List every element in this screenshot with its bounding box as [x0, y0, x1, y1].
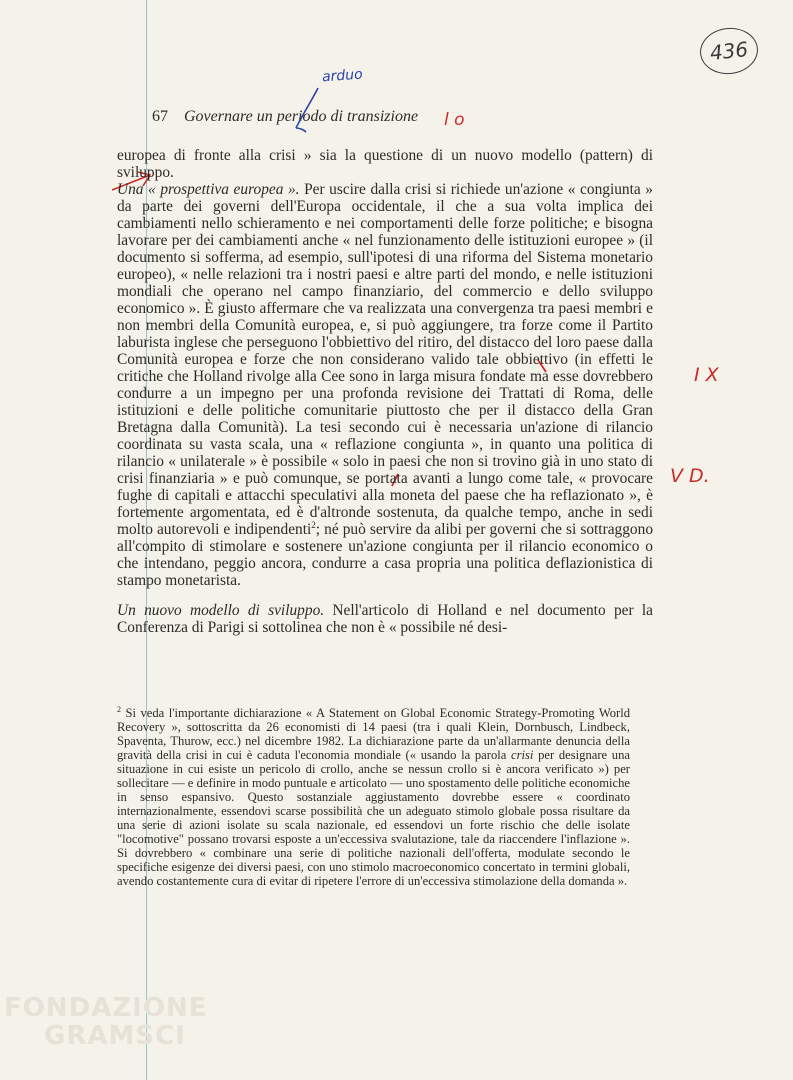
watermark-line-1: FONDAZIONE: [4, 993, 208, 1023]
footnote-emphasis: crisi: [511, 748, 534, 762]
paragraph-3: [117, 602, 653, 636]
page-number: 67: [152, 108, 168, 125]
footnote-text-b: per designare una situazione in cui esiste un pericolo di crollo, anche se nessun crollo si è ancora verificato ») per sollecitare — e definire in modo puntuale e articolato — uno spostamento delle politiche economiche in senso espansivo. Questo sostanziale aggiustamento dovrebbe essere « coordinato internazionalmente, essendovi scarse possibilità che un adeguato stimolo globale possa risultare da una serie di azioni isolate su scala nazionale, ed essendovi un forte rischio che delle isolate "locomotive" possano trovarsi esposte a un'eccessiva svalutazione, tale da riaccendere l'inflazione ». Si dovrebbero « combinare una serie di politiche nazionali dell'offerta, modulate secondo le specifiche esigenze dei diversi paesi, con uno stimolo macroeconomico concertato in termini globali, avendo costantemente cura di evitar di ripetere l'errore di un'eccessiva stimolazione della domanda ».: [117, 748, 630, 888]
paragraph-3-text: Nell'articolo di Holland e nel documento per la Conferenza di Parigi si sottolinea che non è « possibile né desi-: [117, 602, 653, 636]
paragraph-2: [117, 181, 653, 589]
archive-page-number: 436: [698, 25, 760, 77]
handwritten-insert-word: arduo: [321, 66, 364, 86]
footnote: [117, 706, 630, 888]
blue-insert-caret: [296, 88, 318, 132]
paragraph-2-tail: ; né può servire da alibi per governi che si sottraggono all'compito di stimolare e sostenere un'azione congiunta per il rilancio economico o che intendano, peggio ancora, condurre a casa propria una politica deflazionistica di stampo monetarista.: [117, 521, 654, 589]
watermark-line-2: GRAMSCI: [44, 1021, 186, 1051]
section-heading-modello: Un nuovo modello di sviluppo.: [117, 602, 325, 619]
section-heading-prospettiva: Una « prospettiva europea ».: [117, 181, 300, 198]
footnote-marker: 2: [117, 704, 121, 714]
page-title: Governare un periodo di transizione: [184, 108, 419, 125]
footnote-ref: 2: [311, 519, 316, 530]
red-margin-note-vd: V D.: [670, 465, 710, 487]
body-text: [117, 147, 653, 636]
red-margin-note-lo: l o: [444, 110, 465, 130]
red-margin-note-ix: I X: [694, 364, 719, 386]
footnote-text-a: Si veda l'importante dichiarazione « A Statement on Global Economic Strategy-Promoting World Recovery », sottoscritta da 26 economisti di 14 paesi (tra i quali Klein, Dornbusch, Lindbeck, Spaventa, Thurow, ecc.) nel dicembre 1982. La dichiarazione parte da un'allarmante denuncia della gravità della crisi in cui è caduta l'economia mondiale (« usando la parola: [117, 706, 630, 762]
paragraph-2-text: Per uscire dalla crisi si richiede un'azione « congiunta » da parte dei governi dell'Europa occidentale, il che a sua volta implica dei cambiamenti nello schieramento e nei comportamenti delle forze politiche; e bisogna lavorare per dei cambiamenti anche « nel funzionamento delle istituzioni europee » (il documento si sofferma, ad esempio, sull'ipotesi di una riforma del Sistema monetario europeo), « nelle relazioni tra i nostri paesi e altre parti del mondo, e nelle istituzioni mondiali che operano nel campo finanziario, del commercio e dello sviluppo economico ». È giusto affermare che va realizzata una convergenza tra paesi membri e non membri della Comunità europea, e, si può aggiungere, tra forze come il Partito laburista inglese che perseguono l'obbiettivo del ritiro, del distacco del loro paese dalla Comunità europea e forze che non considerano valido tale obbiettivo (in effetti le critiche che Holland rivolge alla Cee sono in larga misura fondate ma esse dovrebbero condurre a un impegno per una profonda revisione dei Trattati di Roma, delle istituzioni e delle politiche comunitarie piuttosto che per il distacco della Gran Bretagna dalla Comunità). La tesi secondo cui è necessaria un'azione di rilancio coordinata su vasta scala, una « reflazione congiunta », in quanto una politica di rilancio « unilaterale » è possibile « solo in paesi che non si trovino già in uno stato di crisi finanziaria » e può comunque, se portata avanti a lungo come tale, « provocare fughe di capitali e attacchi speculativi alla moneta del paese che ha reflazionato », è fortemente argomentata, ed è d'altronde sostenuta, da qualche tempo, anche in sedi molto autorevoli e indipendenti: [117, 181, 653, 538]
paragraph-1: europea di fronte alla crisi » sia la questione di un nuovo modello (pattern) di sviluppo.: [117, 147, 653, 181]
